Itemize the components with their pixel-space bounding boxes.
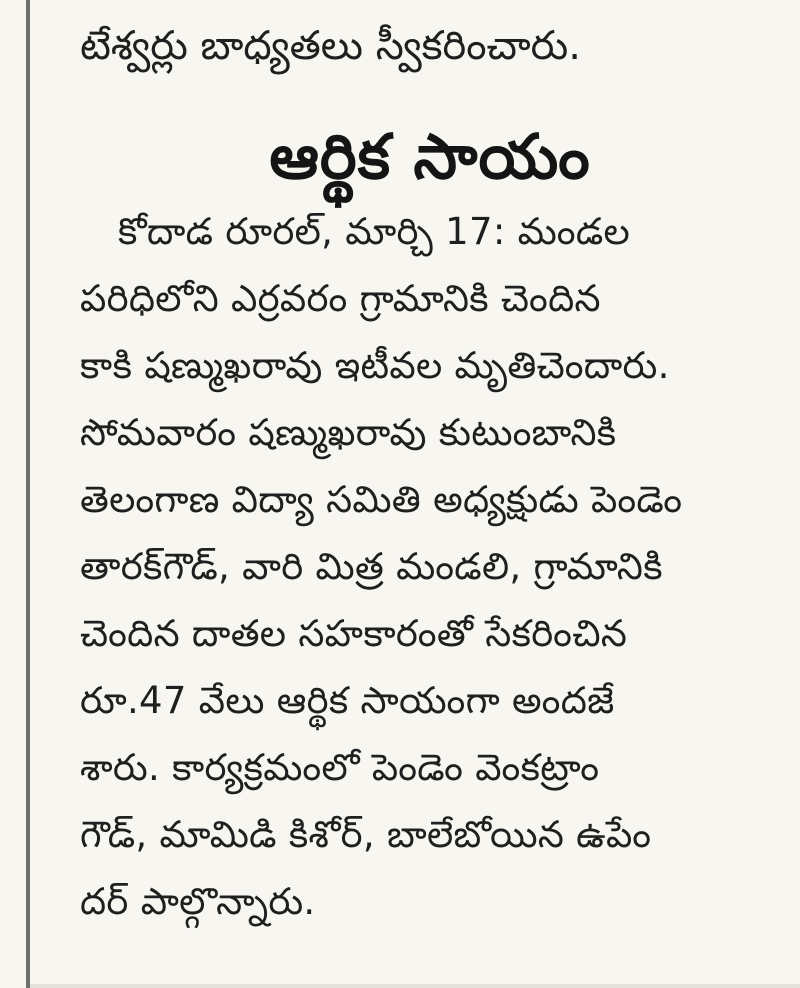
article-line: చెందిన దాతల సహకారంతో సేకరించిన (80, 612, 628, 655)
article-line: రూ.47 వేలు ఆర్థిక సాయంగా అందజే (80, 679, 615, 722)
article-line: గౌడ్, మామిడి కిశోర్, బాలేబోయిన ఉపేం (80, 813, 652, 856)
article-line: తారక్‌గౌడ్, వారి మిత్ర మండలి, గ్రామానికి (80, 545, 663, 588)
previous-article-tail: టేశ్వర్లు బాధ్యతలు స్వీకరించారు. (80, 23, 581, 69)
article-headline: ఆర్థిక సాయం (269, 120, 591, 193)
article-line: శారు. కార్యక్రమంలో పెండెం వెంకట్రాం (80, 746, 600, 789)
article-line: సోమవారం షణ్ముఖరావు కుటుంబానికి (80, 411, 617, 454)
article-line: తెలంగాణ విద్యా సమితి అధ్యక్షుడు పెండెం (80, 478, 683, 521)
article-line: దర్ పాల్గొన్నారు. (80, 880, 316, 923)
article-body (80, 198, 786, 935)
article-line: కాకి షణ్ముఖరావు ఇటీవల మృతిచెందారు. (80, 344, 670, 387)
article-line: కోదాడ రూరల్, మార్చి 17: మండల (118, 210, 631, 253)
article-line: పరిధిలోని ఎర్రవరం గ్రామానికి చెందిన (80, 277, 601, 320)
bottom-edge (30, 984, 800, 988)
